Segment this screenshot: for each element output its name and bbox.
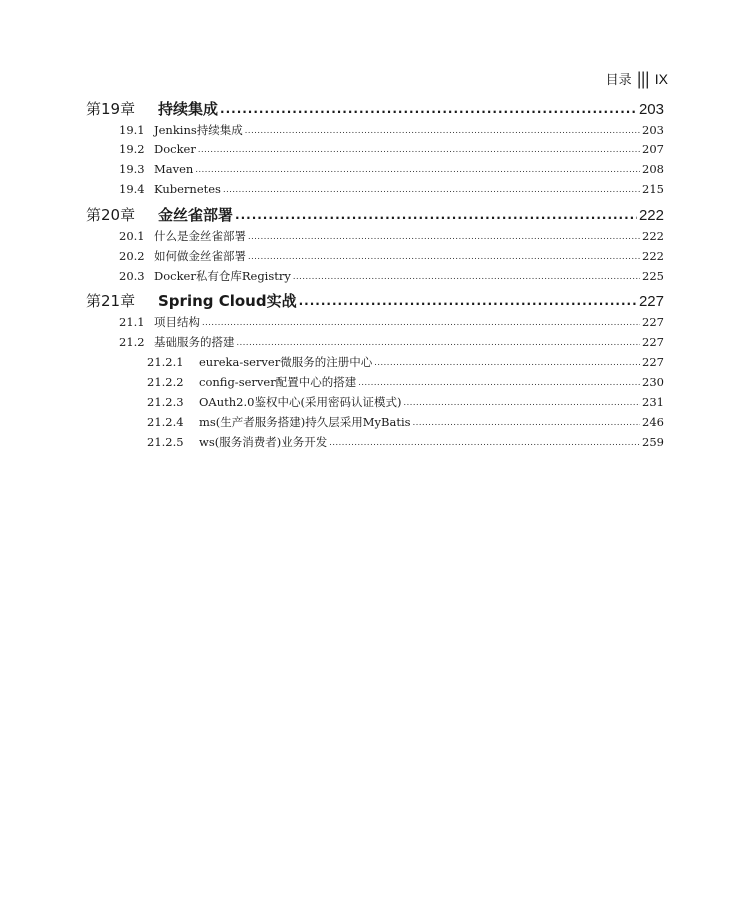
toc-subsection-row — [86, 374, 664, 394]
toc-entry-number: 21.2.3 — [147, 395, 184, 409]
dot-leader — [248, 228, 640, 242]
toc-entry-page: 203 — [642, 123, 664, 137]
toc-entry-page: 222 — [642, 229, 664, 243]
toc-entry-number: 21.2.2 — [147, 375, 184, 389]
toc-entry-page: 222 — [642, 249, 664, 263]
toc-entry-page: 231 — [642, 395, 664, 409]
dot-leader — [374, 354, 640, 368]
toc-subsection-row — [86, 434, 664, 454]
toc-entry-number: 20.2 — [119, 249, 145, 263]
toc-chapter-row — [86, 98, 664, 122]
toc-entry-title: Jenkins持续集成 — [154, 123, 243, 137]
toc-entry-page: 207 — [642, 142, 664, 156]
toc-chapter-row — [86, 204, 664, 228]
toc-section-row — [86, 122, 664, 142]
toc-section-row — [86, 334, 664, 354]
toc-entry-number: 19.3 — [119, 162, 145, 176]
toc-entry-number: 19.4 — [119, 182, 145, 196]
toc-entry-title: ws(服务消费者)业务开发 — [199, 435, 328, 449]
toc-entry-page: 227 — [642, 335, 664, 349]
running-head — [606, 69, 668, 88]
toc-entry-number: 第19章 — [86, 100, 136, 118]
toc-entry-page: 208 — [642, 162, 664, 176]
toc-subsection-row — [86, 354, 664, 374]
toc-entry-number: 21.2.1 — [147, 355, 184, 369]
toc-section-row — [86, 268, 664, 288]
dot-leader — [248, 248, 640, 262]
toc-entry-number: 第20章 — [86, 206, 136, 224]
toc-chapter-row — [86, 290, 664, 314]
toc-entry-title: 金丝雀部署 — [158, 206, 234, 224]
toc-entry-page: 259 — [642, 435, 664, 449]
dot-leader — [299, 291, 637, 309]
toc-entry-number: 21.2 — [119, 335, 145, 349]
dot-leader — [237, 334, 641, 348]
toc-entry-title: 如何做金丝雀部署 — [154, 249, 246, 263]
toc-section-row — [86, 142, 664, 162]
dot-leader — [329, 434, 640, 448]
dot-leader — [293, 268, 640, 282]
dot-leader — [198, 141, 640, 155]
toc-entry-title: 什么是金丝雀部署 — [154, 229, 246, 243]
toc-section-row — [86, 162, 664, 182]
toc-entry-title: ms(生产者服务搭建)持久层采用MyBatis — [199, 415, 411, 429]
dot-leader — [245, 122, 640, 136]
running-head-section: 目录 — [605, 73, 632, 88]
toc-section-row — [86, 248, 664, 268]
running-head-page-number: IX — [654, 70, 668, 87]
toc-entry-number: 第21章 — [86, 292, 136, 310]
toc-entry-page: 246 — [642, 415, 664, 429]
toc-entry-title: Docker — [154, 142, 196, 156]
toc-entry-number: 21.2.5 — [147, 435, 184, 449]
toc-entry-page: 227 — [642, 315, 664, 329]
toc-entry-title: 基础服务的搭建 — [154, 335, 235, 349]
toc-entry-page: 215 — [642, 182, 664, 196]
toc-entry-page: 227 — [638, 293, 664, 310]
toc-section-row — [86, 314, 664, 334]
dot-leader — [195, 161, 640, 175]
dot-leader — [403, 394, 640, 408]
toc-entry-number: 19.2 — [119, 142, 145, 156]
toc-entry-title: config-server配置中心的搭建 — [199, 375, 357, 389]
running-head-separator: ||| — [636, 68, 649, 89]
toc-entry-page: 203 — [638, 101, 664, 118]
toc-entry-title: Spring Cloud实战 — [158, 292, 297, 310]
toc-section-row — [86, 228, 664, 248]
toc-entry-title: Kubernetes — [154, 182, 221, 196]
toc-subsection-row — [86, 414, 664, 434]
toc-entry-number: 20.3 — [119, 269, 145, 283]
dot-leader — [202, 314, 640, 328]
toc-entry-title: Docker私有仓库Registry — [154, 269, 291, 283]
table-of-contents — [86, 96, 664, 454]
toc-entry-number: 20.1 — [119, 229, 145, 243]
toc-section-row — [86, 182, 664, 202]
toc-entry-number: 21.2.4 — [147, 415, 184, 429]
toc-entry-title: eureka-server微服务的注册中心 — [199, 355, 373, 369]
toc-entry-page: 225 — [642, 269, 664, 283]
dot-leader — [223, 181, 640, 195]
toc-subsection-row — [86, 394, 664, 414]
toc-entry-title: Maven — [154, 162, 194, 176]
dot-leader — [235, 205, 637, 223]
toc-entry-page: 230 — [642, 375, 664, 389]
toc-entry-title: OAuth2.0鉴权中心(采用密码认证模式) — [199, 395, 402, 409]
toc-entry-title: 项目结构 — [154, 315, 200, 329]
dot-leader — [358, 374, 640, 388]
toc-entry-title: 持续集成 — [158, 100, 219, 118]
toc-entry-page: 222 — [638, 207, 664, 224]
dot-leader — [220, 99, 637, 117]
toc-entry-number: 21.1 — [119, 315, 145, 329]
dot-leader — [413, 414, 640, 428]
toc-entry-number: 19.1 — [119, 123, 145, 137]
toc-entry-page: 227 — [642, 355, 664, 369]
